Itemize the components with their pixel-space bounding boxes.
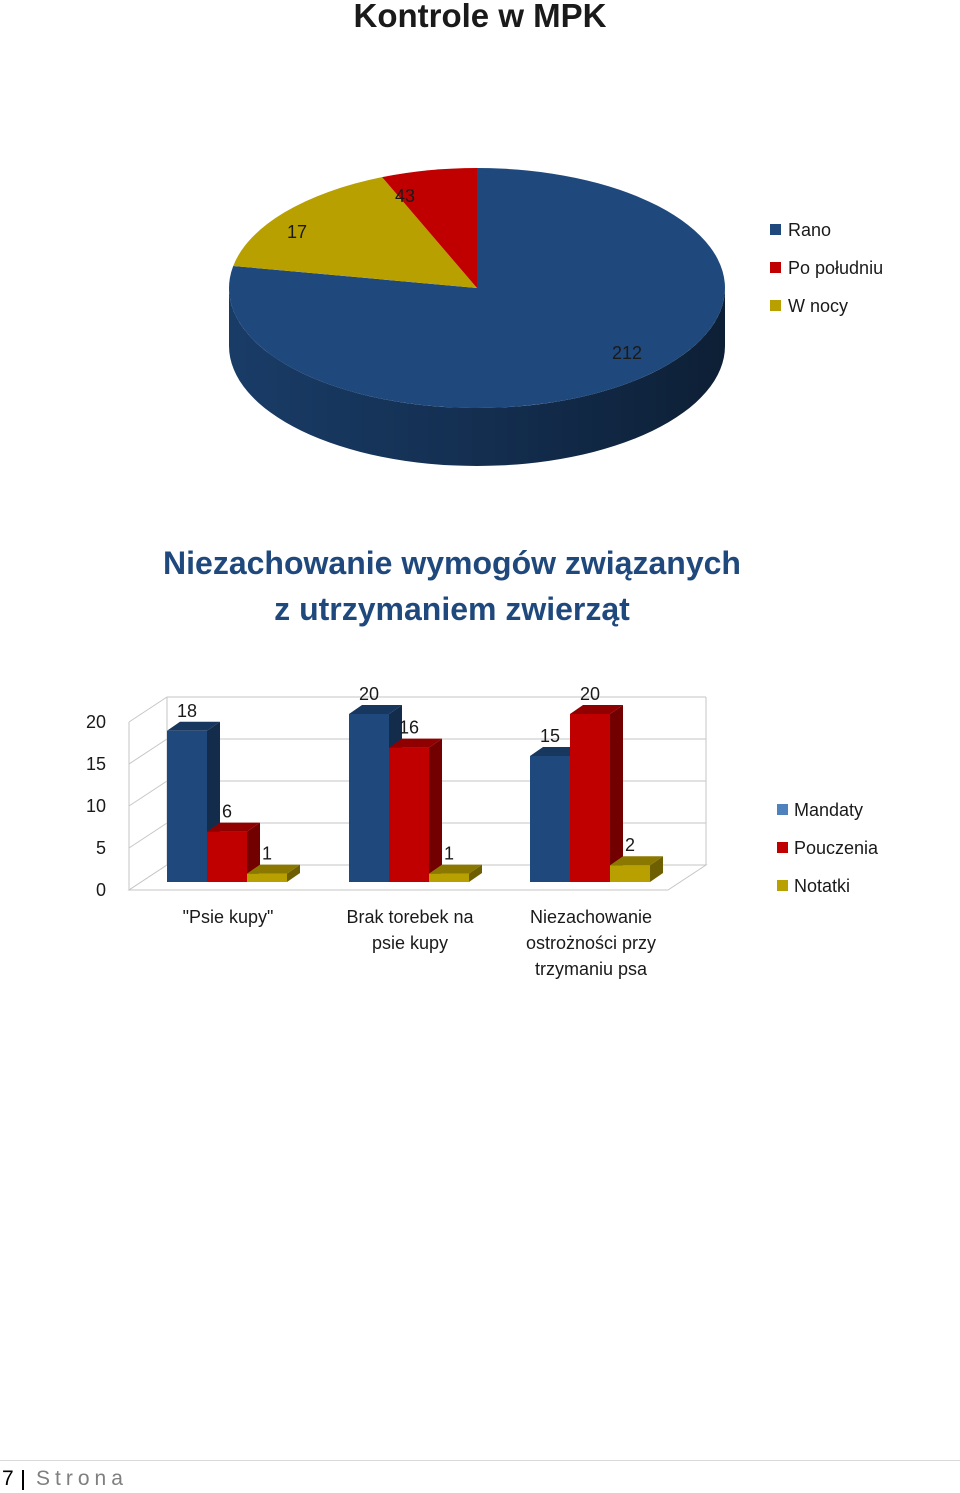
bar-category-label-2-line-2: psie kupy: [371, 933, 449, 953]
bar-data-label-mandaty-1: 18: [176, 700, 198, 721]
bar-data-label-pouczenia-1: 6: [221, 801, 233, 822]
bar-chart-title-line-2: z utrzymaniem zwierząt: [274, 591, 630, 627]
bar-pouczenia-2: [389, 748, 429, 882]
bar-gridline-side-20: [129, 697, 167, 722]
pie-legend-label-w-nocy: W nocy: [788, 296, 849, 316]
bar-data-label-pouczenia-3: 20: [579, 684, 601, 704]
bar-side-pouczenia-2: [429, 739, 442, 882]
bar-gridline-side-15: [129, 739, 167, 764]
bar-legend-swatch-notatki: [777, 880, 788, 891]
bar-data-label-notatki-3: 2: [624, 835, 636, 856]
bar-legend-label-mandaty: Mandaty: [794, 800, 864, 820]
bar-legend-label-pouczenia: Pouczenia: [794, 838, 879, 858]
bar-notatki-1: [247, 874, 287, 882]
page-number: 7: [2, 1467, 14, 1490]
bar-gridline-side-10: [129, 781, 167, 806]
pie-data-label-w-nocy: 43: [394, 186, 416, 206]
page-footer: [0, 1460, 960, 1493]
bar-y-tick-10: 10: [85, 796, 106, 816]
bar-pouczenia-1: [207, 832, 247, 882]
footer-divider: [22, 1470, 24, 1490]
bar-notatki-2: [429, 874, 469, 882]
bar-mandaty-1: [167, 731, 207, 882]
bar-data-label-mandaty-3: 15: [539, 726, 561, 746]
bar-legend-label-notatki: Notatki: [794, 876, 851, 896]
bar-y-tick-20: 20: [85, 712, 106, 732]
bar-category-label-2-line-1: Brak torebek na: [346, 907, 474, 927]
page-label: Strona: [36, 1467, 128, 1490]
bar-y-tick-0: 0: [95, 880, 106, 900]
bar-chart-title-line-1: Niezachowanie wymogów związanych: [163, 545, 741, 581]
bar-mandaty-3: [530, 756, 570, 882]
bar-y-tick-15: 15: [85, 754, 106, 774]
bar-gridline-side-5: [129, 823, 167, 848]
bar-data-label-notatki-1: 1: [261, 843, 273, 864]
bar-y-tick-5: 5: [95, 838, 106, 858]
bar-category-label-3-line-1: Niezachowanie: [529, 907, 653, 927]
pie-chart-title: Kontrole w MPK: [353, 0, 607, 34]
bar-pouczenia-3: [570, 714, 610, 882]
bar-legend-swatch-pouczenia: [777, 842, 788, 853]
bar-data-label-pouczenia-2: 16: [398, 717, 420, 738]
bar-notatki-3: [610, 865, 650, 882]
bar-data-label-notatki-2: 1: [443, 843, 455, 864]
bar-mandaty-2: [349, 714, 389, 882]
pie-legend-label-po-po-udniu: Po południu: [788, 258, 884, 278]
pie-data-label-po-po-udniu: 17: [286, 222, 308, 242]
bar-category-label-3-line-2: ostrożności przy: [525, 933, 657, 953]
bar-legend-swatch-mandaty: [777, 804, 788, 815]
bar-side-pouczenia-3: [610, 705, 623, 882]
pie-data-label-rano: 212: [611, 343, 643, 363]
bar-category-label-1-line-1: "Psie kupy": [182, 907, 274, 927]
bar-category-label-3-line-3: trzymaniu psa: [534, 959, 648, 979]
pie-legend-label-rano: Rano: [788, 220, 832, 240]
bar-data-label-mandaty-2: 20: [358, 684, 380, 704]
